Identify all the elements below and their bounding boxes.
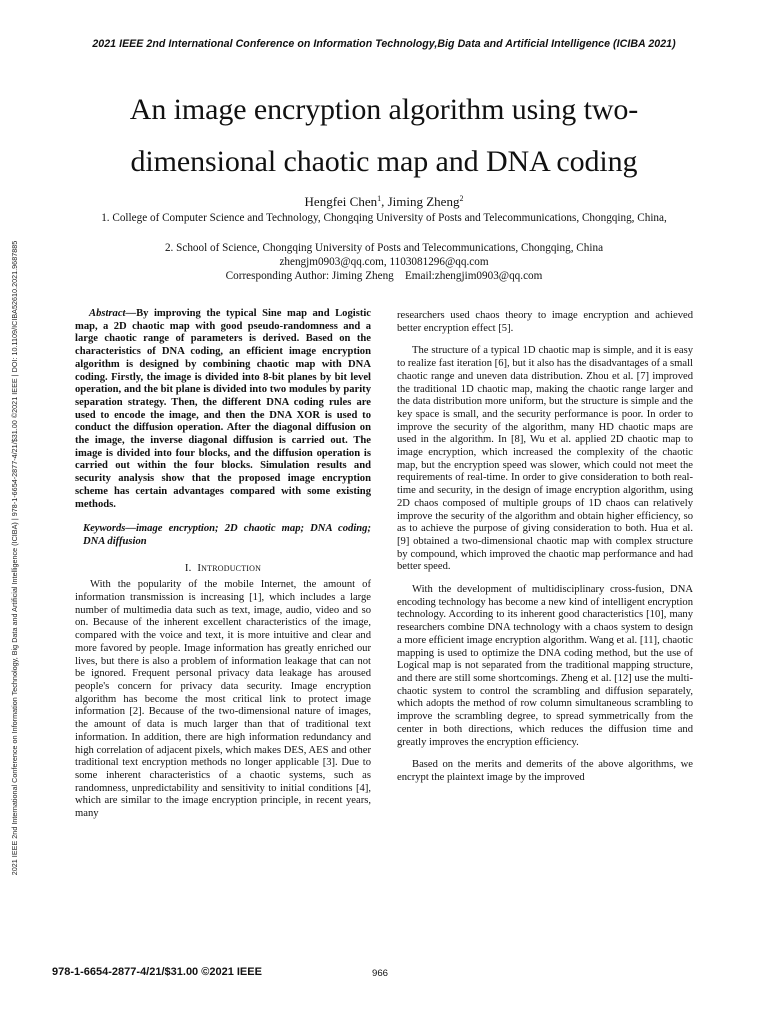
section-number: I.	[184, 561, 192, 574]
author-2-affil-mark: 2	[459, 194, 464, 203]
intro-paragraph-3: With the development of multidisciplinary cross-fusion, DNA encoding technology has become a new kind of intelligent encryption technology. According to its inherent good characteristics [10], many researchers combine DNA technology with a chaos system to design a more efficient image encryption algorithm. Wang et al. [11], chaotic mapping is used to optimize the DNA coding method, but the use of Logical map is not separated from the traditional mapping structure, and there are still some shortcomings. Zheng et al. [12] use the multi-chaotic system to control the scrambling and diffusion separately, which adopts the method of row column simultaneous scrambling to improve the scrambling degree, to spread symmetrically from the center in both directions, which reduces the diffusion time and greatly improves the encryption efficiency.	[397, 584, 693, 748]
title-line-2: dimensional chaotic map and DNA coding	[130, 145, 638, 178]
footer-isbn: 978-1-6654-2877-4/21/$31.00 ©2021 IEEE	[52, 966, 262, 978]
affiliation-2: 2. School of Science, Chongqing University of Posts and Telecommunications, Chongqing, China	[164, 242, 604, 254]
abstract-text: —By improving the typical Sine map and Logistic map, a 2D chaotic map with good pseudo-randomness and a large chaotic range of parameters is derived. Based on the characteristics of DNA coding, an efficient image encryption algorithm is designed by combining chaotic map with DNA coding. Firstly, the image is divided into 8-bit planes by bit level operation, and the bit plane is divided into two modules by parity separation strategy. Then, the different DNA coding rules are used to encode the image, and then the DNA XOR is used to conduct the diffusion operation. After the diagonal diffusion on the image, the inverse diagonal diffusion is carried out. The image is divided into four blocks, and the diffusion operation is carried out within the four blocks. Simulation results and security analysis show that the proposed image encryption scheme has certain advantages compared with some existing methods.	[75, 308, 371, 510]
affiliation-1: 1. College of Computer Science and Technology, Chongqing University of Posts and Telecommunications, Chongqing, China,	[101, 212, 667, 224]
intro-paragraph-2: The structure of a typical 1D chaotic map is simple, and it is easy to realize fast iteration [6], but it also has the disadvantages of a small chaotic range and uneven data distribution. Zhou et al. [7] improved the traditional 1D chaotic map, making the chaotic range larger and the data distribution more uniform, but the structure is simple and the key space is small, and the security performance is poor. In order to improve the security of the algorithm, many HD chaotic maps are used in the algorithm. In [8], Wu et al. applied 2D chaotic map to image encryption, which increased the complexity of the chaotic map, but the encryption speed was slower, which could not meet the requirements of real-time. In order to give consideration to both real-time and security, in the design of image encryption algorithm, using 2D chaos composed of multiple groups of 1D chaos can relatively improve the security of the algorithm and obtain higher efficiency, so as to achieve the purpose of giving consideration to both. Hua et al. [9] obtained a two-dimensional chaotic map with complex structure by compound, which improved the chaotic map performance and had better speed.	[397, 345, 693, 573]
right-column	[397, 310, 693, 785]
abstract-label: Abstract	[89, 308, 126, 319]
author-1-affil-mark: 1	[377, 194, 382, 203]
page-number: 966	[372, 968, 389, 979]
author-separator: ,	[381, 194, 388, 209]
title-line-1: An image encryption algorithm using two-	[129, 93, 639, 126]
intro-paragraph-1: With the popularity of the mobile Internet, the amount of information transmission is increasing [1], which includes a large number of multimedia data such as text, image, audio, video and so on. Because of the inherent excellent characteristics of the image, compared with the voice and text, it is more intuitive and clear and more favored by people. Image information has greatly enriched our lives, but there is also a problem of information leakage that can not be ignored. Frequent personal privacy data leakage has aroused people's concern for privacy data security. Image encryption algorithm has become the most critical link to protect image information [2]. Because of the two-dimensional nature of images, the amount of data is much larger than that of traditional text information. In addition, there are high information redundancy and high correlation of adjacent pixels, which makes DES, AES and other traditional text encryption methods no longer applicable [3]. Due to some inherent characteristics of a chaotic systems, such as randomness, unpredictability and sensitivity to initial conditions [4], which are similar to the image encryption principle, in recent years, many	[75, 579, 371, 820]
intro-paragraph-1-continued: researchers used chaos theory to image encryption and achieved better encryption effect [5].	[397, 310, 693, 334]
section-title: Introduction	[197, 561, 262, 574]
keywords: Keywords—image encryption; 2D chaotic map; DNA coding; DNA diffusion	[83, 523, 371, 547]
conference-header: 2021 IEEE 2nd International Conference on Information Technology,Big Data and Artificial Intelligence (ICIBA 2021)	[92, 38, 676, 50]
author-1: Hengfei Chen	[304, 194, 378, 209]
abstract	[75, 308, 371, 511]
author-list	[60, 194, 708, 210]
paper-title	[60, 84, 708, 188]
intro-paragraph-4: Based on the merits and demerits of the above algorithms, we encrypt the plaintext image by the improved	[397, 759, 693, 783]
side-doi-note: 2021 IEEE 2nd International Conference on Information Technology, Big Data and Artificial Intelligence (ICIBA) | 978-1-6654-2877-4/21/$31.00 ©2021 IEEE | DOI: 10.1109/ICIBA52610.2021.9687885	[10, 240, 19, 876]
author-2: Jiming Zheng	[387, 194, 460, 209]
corresponding-author: Corresponding Author: Jiming Zheng Email:zhengjim0903@qq.com	[225, 270, 543, 282]
section-heading-introduction	[75, 562, 371, 575]
author-emails: zhengjm0903@qq.com, 1103081296@qq.com	[279, 256, 489, 268]
left-column	[75, 308, 371, 821]
